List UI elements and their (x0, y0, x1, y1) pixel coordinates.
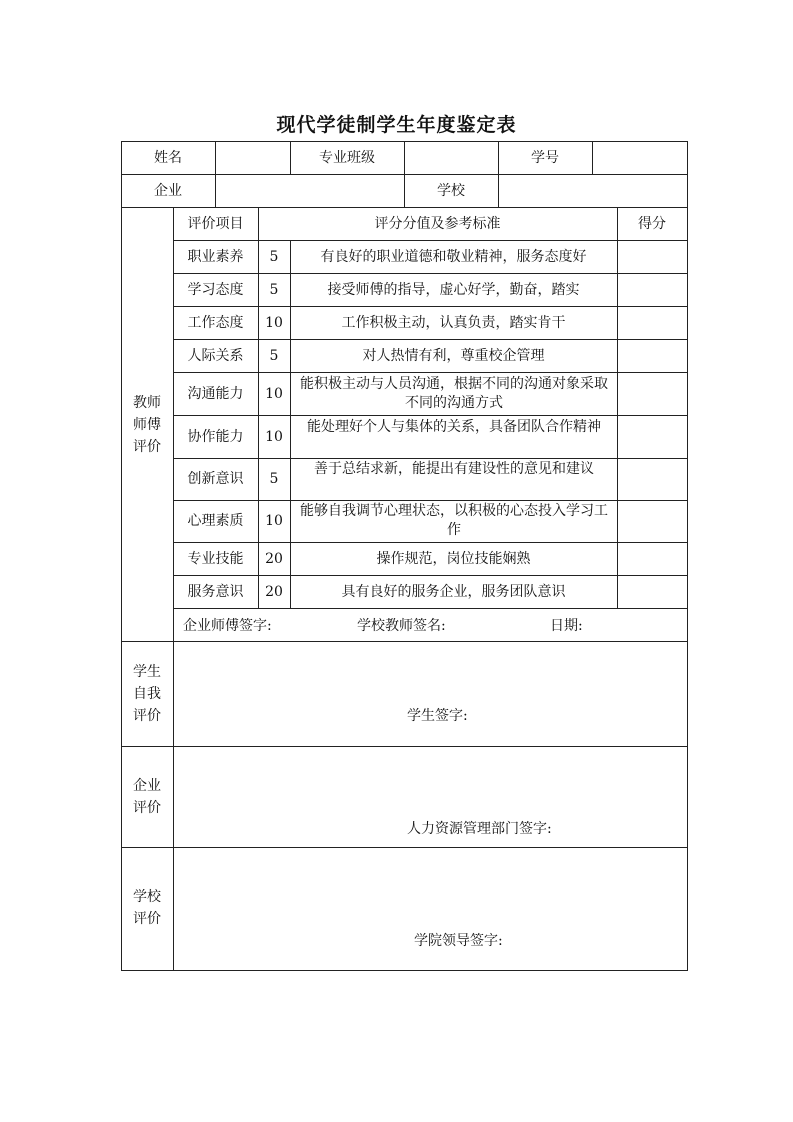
mentor-eval-label: 教师 师傅 评价 (133, 395, 161, 455)
school-eval-field[interactable] (174, 848, 687, 970)
company-label: 企业 (154, 183, 182, 199)
school-field[interactable] (499, 175, 687, 207)
col-standard-header: 评分分值及参考标准 (374, 216, 501, 232)
name-label: 姓名 (154, 150, 182, 166)
mentor-signature-label: 企业师傅签字: (183, 618, 272, 634)
col-score-header: 得分 (638, 216, 666, 232)
student-id-label: 学号 (531, 150, 559, 166)
hr-signature-label: 人力资源管理部门签字: (407, 821, 552, 837)
company-field[interactable] (216, 175, 404, 207)
score-column-cells[interactable] (618, 241, 687, 607)
company-eval-label: 企业 评价 (133, 778, 161, 816)
name-field[interactable] (216, 142, 290, 174)
date-label: 日期: (550, 618, 583, 634)
self-eval-field[interactable] (174, 642, 687, 746)
student-signature-label: 学生签字: (407, 708, 468, 724)
teacher-signature-label: 学校教师签名: (357, 618, 446, 634)
class-label: 专业班级 (319, 150, 375, 166)
student-id-field[interactable] (593, 142, 687, 174)
self-eval-label: 学生 自我 评价 (133, 664, 161, 724)
class-field[interactable] (405, 142, 498, 174)
school-eval-label: 学校 评价 (133, 889, 161, 927)
leader-signature-label: 学院领导签字: (414, 933, 503, 949)
col-item-header: 评价项目 (187, 216, 244, 232)
school-label: 学校 (437, 183, 465, 199)
form-title: 现代学徒制学生年度鉴定表 (276, 114, 517, 136)
